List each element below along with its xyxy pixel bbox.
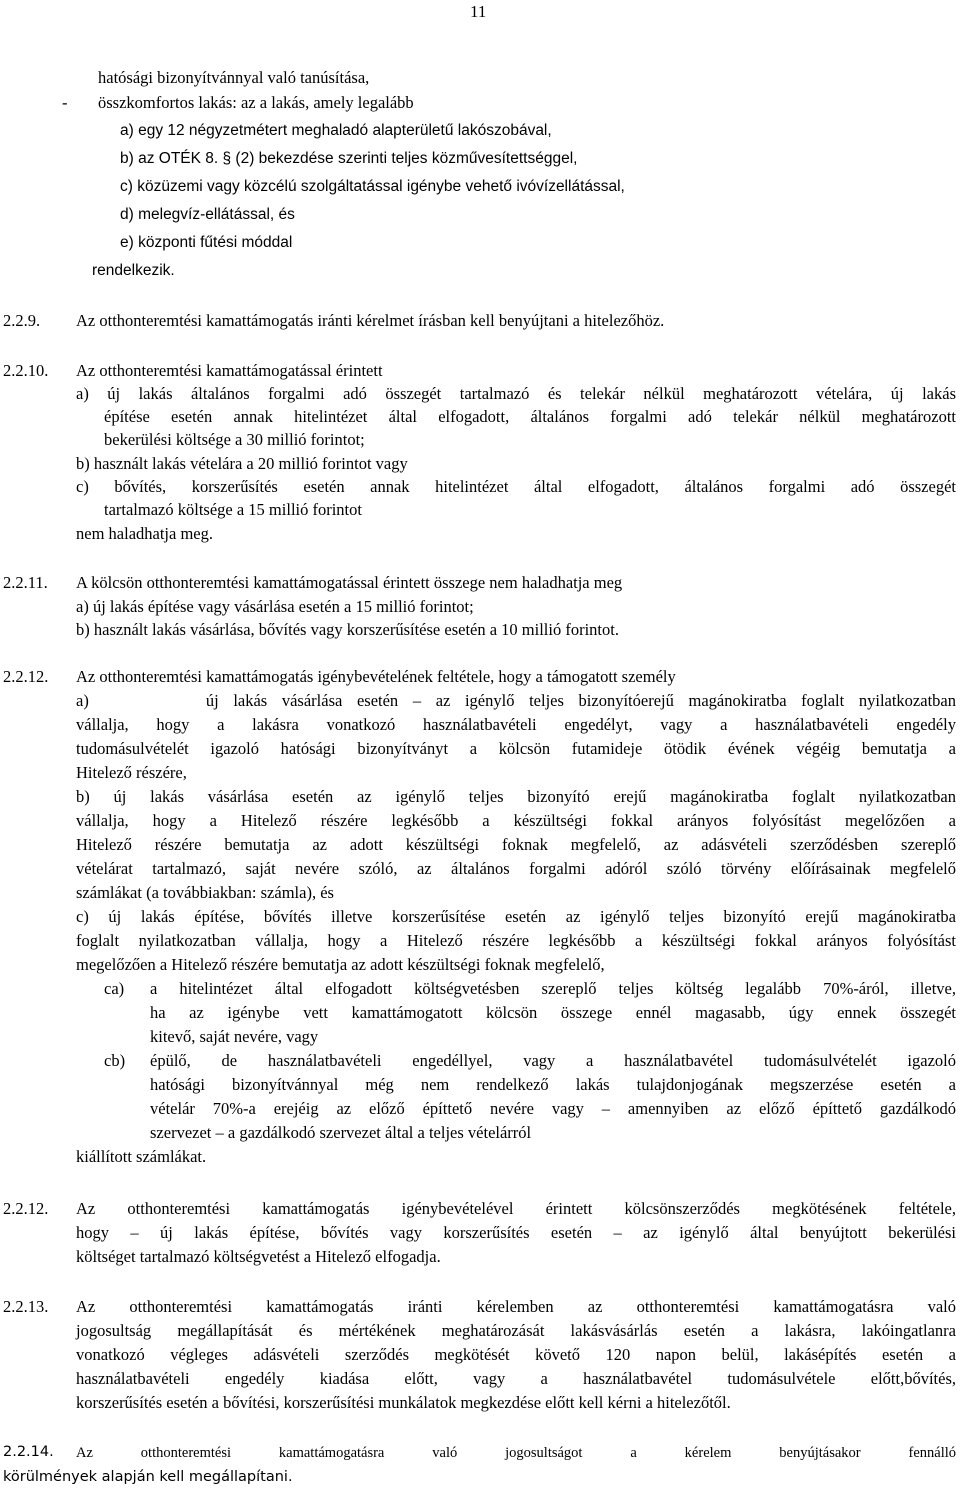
sublist-label: ca) (104, 979, 125, 998)
section-text: Hitelező részére, (76, 763, 187, 782)
page-number: 11 (470, 2, 487, 21)
section-text: a hitelintézet által elfogadott költségvetésben szereplő teljes költség legalább 70%-áról, illetve, (150, 979, 956, 998)
section-text: a) új lakás építése vagy vásárlása esetén a 15 millió forintot; (76, 597, 474, 616)
sublist-label: cb) (104, 1051, 126, 1070)
section-text: vállalja, hogy a lakásra vonatkozó használatbavételi engedélyt, vagy a használatbavételi engedély (76, 715, 956, 734)
section-text: építése esetén annak hitelintézet által elfogadott, általános forgalmi adó telekár nélkül meghatározott (104, 407, 956, 426)
section-text: használatbavételi engedély kiadása előtt, vagy a használatbavétel tudomásulvétele előtt,bővítés, (76, 1369, 956, 1388)
section-text: bekerülési költsége a 30 millió forintot; (104, 430, 365, 449)
section-text: vállalja, hogy a Hitelező részére legkésőbb a készültségi fokkal arányos folyósítást megelőzően a (76, 811, 956, 830)
section-text: Az otthonteremtési kamattámogatás igénybevételének feltétele, hogy a támogatott személy (76, 667, 676, 686)
section-text: vonatkozó végleges adásvételi szerződés megkötését követő 120 napon belül, lakásépítés esetén a (76, 1345, 956, 1364)
section-number: 2.2.12. (3, 667, 49, 686)
section-number: 2.2.11. (3, 573, 48, 592)
section-number: 2.2.12. (3, 1199, 49, 1218)
section-text: Az otthonteremtési kamattámogatás iránti kérelemben az otthonteremtési kamattámogatásra való (76, 1297, 956, 1316)
section-text: hogy – új lakás építése, bővítés vagy korszerűsítés esetén – az igénylő által benyújtott bekerülési (76, 1223, 956, 1242)
section-text: jogosultság megállapítását és mértékének meghatározását lakásvásárlás esetén a lakásra, lakóingatlanra (76, 1321, 956, 1340)
section-text: szervezet – a gazdálkodó szervezet által a teljes vételárról (150, 1123, 532, 1142)
section-text: A kölcsön otthonteremtési kamattámogatással érintett összege nem haladhatja meg (76, 573, 623, 592)
section-text: hatósági bizonyítvánnyal még nem rendelkező lakás tulajdonjogának megszerzése esetén a (150, 1075, 956, 1094)
list-item: c) közüzemi vagy közcélú szolgáltatással igénybe vehető ivóvízellátással, (120, 178, 625, 195)
section-number: 2.2.14. (3, 1444, 54, 1460)
section-text: c) bővítés, korszerűsítés esetén annak hitelintézet által elfogadott, általános forgalmi adó összegét (76, 477, 956, 496)
section-number: 2.2.9. (3, 311, 41, 330)
section-text: megelőzően a Hitelező részére bemutatja az adott készültségi foknak megfelelő, (76, 955, 605, 974)
section-text: b) használt lakás vásárlása, bővítés vagy korszerűsítése esetén a 10 millió forintot. (76, 620, 619, 639)
list-item: összkomfortos lakás: az a lakás, amely legalább (98, 93, 414, 112)
section-number: 2.2.13. (3, 1297, 49, 1316)
list-item: e) központi fűtési móddal (120, 234, 293, 251)
section-text: b) használt lakás vételára a 20 millió forintot vagy (76, 454, 408, 473)
section-text: kiállított számlákat. (76, 1147, 207, 1166)
section-text: körülmények alapján kell megállapítani. (3, 1469, 293, 1485)
list-item: b) az OTÉK 8. § (2) bekezdése szerinti teljes közművesítettséggel, (120, 150, 578, 167)
section-text: költséget tartalmazó költségvetést a Hitelező elfogadja. (76, 1247, 441, 1266)
section-text: kitevő, saját nevére, vagy (150, 1027, 319, 1046)
list-item: rendelkezik. (92, 262, 175, 279)
section-text: korszerűsítés esetén a bővítési, korszerűsítési munkálatok megkezdése előtt kell kérni a hitelezőtől. (76, 1393, 731, 1412)
section-text: számlákat (a továbbiakban: számla), és (76, 883, 334, 902)
section-text: tudomásulvételét igazoló hatósági bizonyítványt a kölcsön futamideje ötödik évének végéig bemutatja a (76, 739, 956, 758)
section-text: ha az igénybe vett kamattámogatott kölcsön összege ennél magasabb, úgy ennek összegét (150, 1003, 956, 1022)
list-item: hatósági bizonyítvánnyal való tanúsítása, (98, 68, 370, 87)
section-text: Az otthonteremtési kamattámogatás iránti kérelmet írásban kell benyújtani a hitelezőhöz. (76, 311, 665, 330)
section-text: nem haladhatja meg. (76, 524, 213, 543)
section-text: Az otthonteremtési kamattámogatással érintett (76, 361, 383, 380)
section-text: Hitelező részére bemutatja az adott készültségi foknak megfelelő, az adásvételi szerződésben szereplő (76, 835, 956, 854)
section-text: b) új lakás vásárlása esetén az igénylő teljes bizonyító erejű magánokiratba foglalt nyilatkozatban (76, 787, 956, 806)
section-text: épülő, de használatbavételi engedéllyel, vagy a használatbavétel tudomásulvételét igazoló (150, 1051, 956, 1070)
list-item: d) melegvíz-ellátással, és (120, 206, 295, 223)
section-text: a) új lakás általános forgalmi adó összegét tartalmazó és telekár nélkül meghatározott vételára, új lakás (76, 384, 956, 403)
section-text: c) új lakás építése, bővítés illetve korszerűsítése esetén az igénylő teljes bizonyító erejű magánokiratba (76, 907, 956, 926)
section-text: vételárat tartalmazó, saját nevére szóló, az általános forgalmi adóról szóló törvény előírásainak megfelelő (76, 859, 956, 878)
section-text: tartalmazó költsége a 15 millió forintot (104, 500, 362, 519)
section-text: vételár 70%-a erejéig az előző építtető nevére vagy – amennyiben az előző építtető gazdálkodó (150, 1099, 956, 1118)
section-text: Az otthonteremtési kamattámogatásra való jogosultságot a kérelem benyújtásakor fennálló (76, 1445, 956, 1461)
section-number: 2.2.10. (3, 361, 49, 380)
list-dash: - (62, 93, 68, 112)
section-text: foglalt nyilatkozatban vállalja, hogy a Hitelező részére legkésőbb a készültségi fokkal arányos folyósítást (76, 931, 956, 950)
section-text: a) új lakás vásárlása esetén – az igénylő teljes bizonyítóerejű magánokiratba foglalt nyilatkozatban (76, 691, 956, 710)
section-text: Az otthonteremtési kamattámogatás igénybevételével érintett kölcsönszerződés megkötésének feltétele, (76, 1199, 956, 1218)
list-item: a) egy 12 négyzetmétert meghaladó alapterületű lakószobával, (120, 122, 552, 139)
